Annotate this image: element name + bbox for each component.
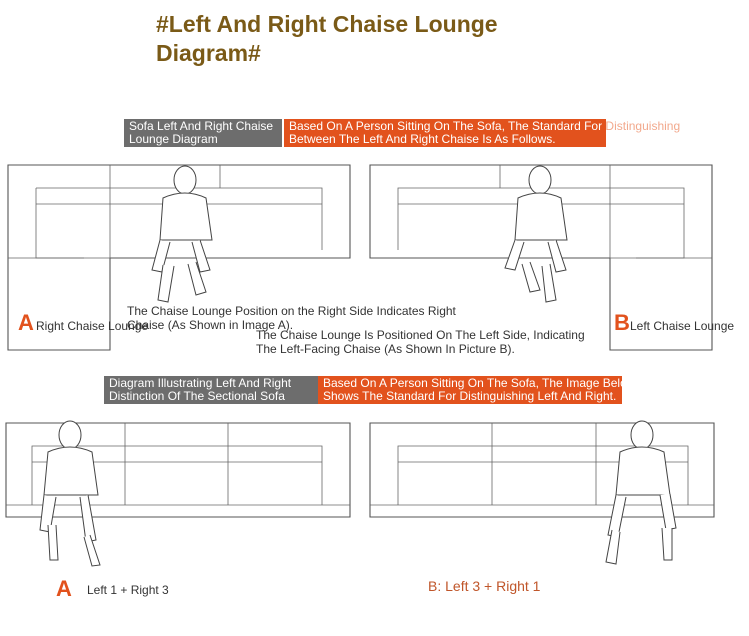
section2-orange-line1: Based On A Person Sitting On The Sofa, The Image Below <box>323 376 636 390</box>
section1-orange-banner <box>284 119 681 147</box>
label-left-chaise: Left Chaise Lounge <box>630 319 735 333</box>
note-left-chaise <box>256 328 585 356</box>
section1-orange-text-line2: Between The Left And Right Chaise Is As Follows. <box>289 132 556 146</box>
section1-orange-text-tail: Distinguishing <box>605 119 681 133</box>
section2-gray-line1: Diagram Illustrating Left And Right <box>109 376 292 390</box>
label-letter-a: A <box>18 310 34 335</box>
page-title: #Left And Right Chaise Lounge Diagram# <box>156 11 498 66</box>
label-right-chaise: Right Chaise Lounge <box>36 319 149 333</box>
section1-gray-label: Sofa Left And Right Chaise Lounge Diagram <box>124 119 282 147</box>
note-right-line1: The Chaise Lounge Position on the Right Side Indicates Right <box>127 304 456 318</box>
section2-orange-line2: Shows The Standard For Distinguishing Left And Right. <box>323 389 617 403</box>
note-left-line2: The Left-Facing Chaise (As Shown In Picture B). <box>256 342 515 356</box>
caption-left3-right1: B: Left 3 + Right 1 <box>428 578 541 594</box>
section2-gray-line2: Distinction Of The Sectional Sofa <box>109 389 285 403</box>
label-letter-b: B <box>614 310 630 335</box>
note-left-line1: The Chaise Lounge Is Positioned On The Left Side, Indicating <box>256 328 585 342</box>
caption-left1-right3: Left 1 + Right 3 <box>87 583 169 597</box>
section2-gray-label <box>104 376 318 404</box>
note-right-line2: Chaise (As Shown in Image A). <box>127 318 294 332</box>
section1-orange-text: Based On A Person Sitting On The Sofa, The Standard For <box>289 119 606 133</box>
caption-letter-a: A <box>56 576 72 601</box>
section2-orange-banner <box>318 376 636 404</box>
